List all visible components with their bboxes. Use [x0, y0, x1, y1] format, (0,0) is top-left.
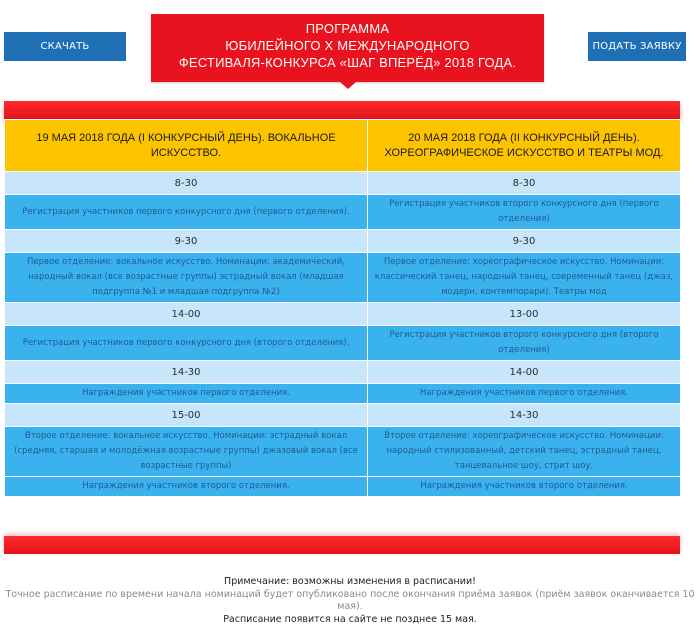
- day2-event-cell: Первое отделение: хореографическое искусство. Номинации: классический танец, народный танец, современный танец (джаз, модерн, контемпорари). Театры мод: [368, 253, 681, 303]
- schedule-header-row: [5, 120, 681, 172]
- day2-event-cell: Награждения участников первого отделения.: [368, 384, 681, 404]
- day2-header: 20 МАЯ 2018 ГОДА (II КОНКУРСНЫЙ ДЕНЬ). ХОРЕОГРАФИЧЕСКОЕ ИСКУССТВО И ТЕАТРЫ МОД.: [368, 120, 681, 172]
- day1-event-cell: Награждения участников второго отделения.: [5, 477, 368, 497]
- event-row: [5, 477, 681, 497]
- program-title-banner: [151, 14, 544, 82]
- day2-time-cell: 14-00: [368, 361, 681, 384]
- day1-time-cell: 14-00: [5, 303, 368, 326]
- day1-time-cell: 14-30: [5, 361, 368, 384]
- day2-event-cell: Награждения участников второго отделения.: [368, 477, 681, 497]
- day2-time-cell: 9-30: [368, 230, 681, 253]
- banner-title-line: ФЕСТИВАЛЯ-КОНКУРСА «ШАГ ВПЕРЁД» 2018 ГОДА.: [151, 54, 544, 71]
- day2-event-cell: Второе отделение: хореографическое искусство. Номинации: народный стилизованный, детский танец, эстрадный танец, танцевальное шоу, стрит шоу.: [368, 427, 681, 477]
- note-warning: Примечание: возможны изменения в расписании!: [0, 576, 700, 589]
- day2-time-cell: 14-30: [368, 404, 681, 427]
- time-row: [5, 303, 681, 326]
- event-row: [5, 195, 681, 230]
- day1-event-cell: Первое отделение: вокальное искусство. Номинации: академический, народный вокал (все возрастные группы) эстрадный вокал (младшая подгруппа №1 и младшая подгруппа №2): [5, 253, 368, 303]
- note-details: Точное расписание по времени начала номинаций будет опубликовано после окончания приёма заявок (приём заявок оканчивается 10 мая).: [0, 589, 700, 614]
- time-row: [5, 404, 681, 427]
- day1-header: 19 МАЯ 2018 ГОДА (I КОНКУРСНЫЙ ДЕНЬ). ВОКАЛЬНОЕ ИСКУССТВО.: [5, 120, 368, 172]
- time-row: [5, 361, 681, 384]
- banner-pointer: [340, 82, 356, 89]
- day1-time-cell: 9-30: [5, 230, 368, 253]
- download-regulations-button[interactable]: СКАЧАТЬ ПОЛОЖЕНИЕ: [4, 32, 126, 61]
- day1-time-cell: 8-30: [5, 172, 368, 195]
- day1-time-cell: 15-00: [5, 404, 368, 427]
- event-row: [5, 384, 681, 404]
- day2-event-cell: Регистрация участников второго конкурсного дня (второго отделения): [368, 326, 681, 361]
- day1-event-cell: Регистрация участников первого конкурсного дня (второго отделения).: [5, 326, 368, 361]
- event-row: [5, 253, 681, 303]
- submit-application-button[interactable]: ПОДАТЬ ЗАЯВКУ: [588, 32, 686, 61]
- event-row: [5, 427, 681, 477]
- time-row: [5, 230, 681, 253]
- table-top-band: [4, 101, 680, 119]
- day2-time-cell: 8-30: [368, 172, 681, 195]
- day1-event-cell: Регистрация участников первого конкурсного дня (первого отделения).: [5, 195, 368, 230]
- banner-title-line: ПРОГРАММА: [151, 20, 544, 37]
- time-row: [5, 172, 681, 195]
- event-row: [5, 326, 681, 361]
- note-publish-date: Расписание появится на сайте не позднее 15 мая.: [0, 614, 700, 626]
- table-bottom-band: [4, 536, 680, 554]
- schedule-notes: [0, 576, 700, 626]
- banner-title-line: ЮБИЛЕЙНОГО X МЕЖДУНАРОДНОГО: [151, 37, 544, 54]
- schedule-table: [4, 119, 681, 497]
- day2-time-cell: 13-00: [368, 303, 681, 326]
- day2-event-cell: Регистрация участников второго конкурсного дня (первого отделения): [368, 195, 681, 230]
- day1-event-cell: Награждения участников первого отделения.: [5, 384, 368, 404]
- day1-event-cell: Второе отделение: вокальное искусство. Номинации: эстрадный вокал (средняя, старшая и молодёжная возрастные группы) джазовый вокал (все возрастные группы): [5, 427, 368, 477]
